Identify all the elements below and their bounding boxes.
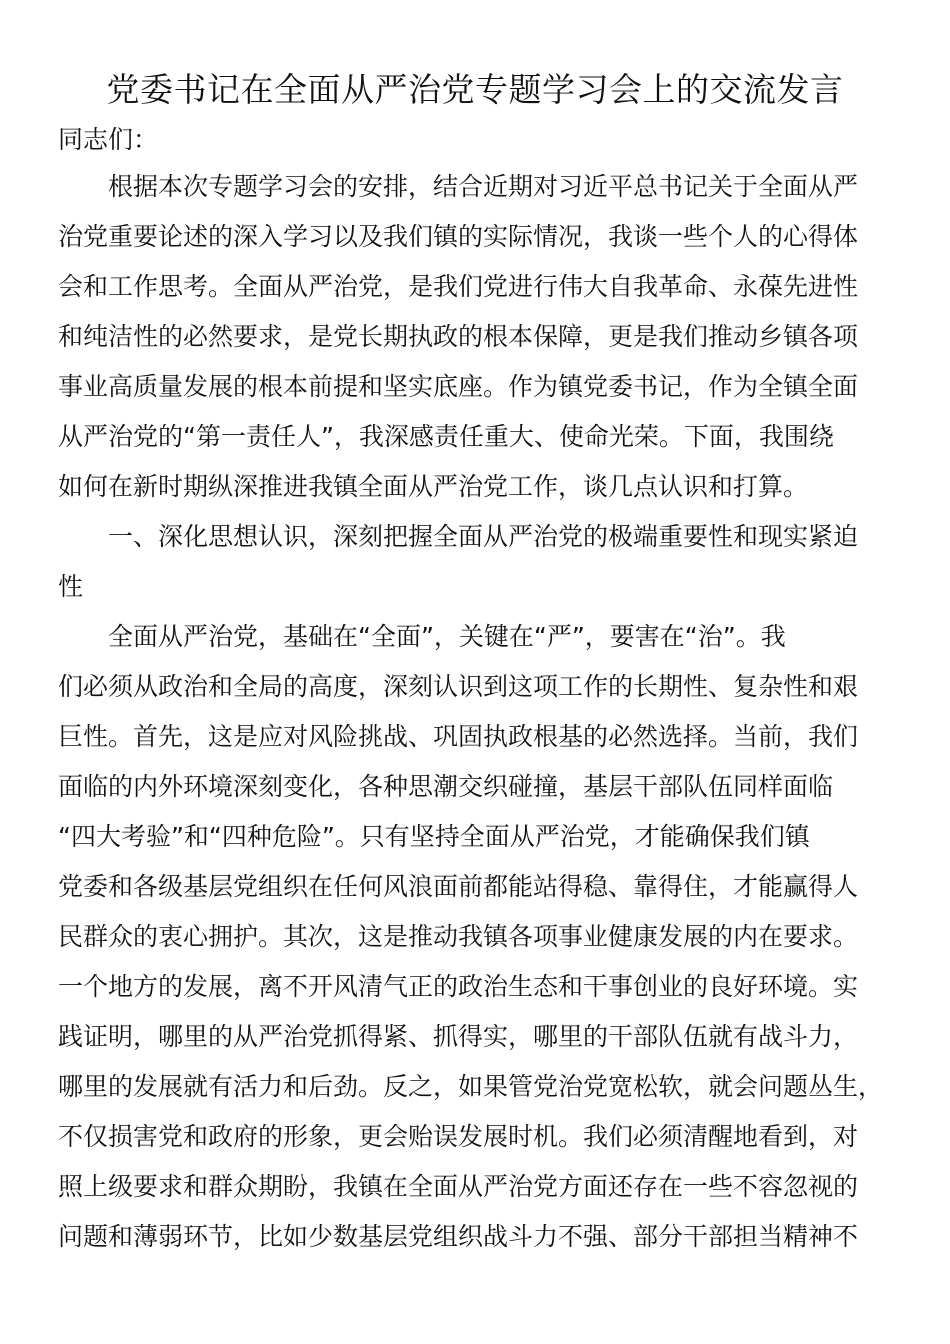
- paragraph-line: 根据本次专题学习会的安排，结合近期对习近平总书记关于全面从严: [58, 172, 859, 201]
- paragraph-line: 全面从严治党，基础在“全面”，关键在“严”，要害在“治”。我: [58, 622, 786, 651]
- paragraph-line: 和纯洁性的必然要求，是党长期执政的根本保障，更是我们推动乡镇各项: [58, 322, 859, 351]
- paragraph-line: “四大考验”和“四种危险”。只有坚持全面从严治党，才能确保我们镇: [58, 822, 810, 851]
- paragraph-line: 问题和薄弱环节，比如少数基层党组织战斗力不强、部分干部担当精神不: [58, 1222, 859, 1251]
- paragraph-line: 会和工作思考。全面从严治党，是我们党进行伟大自我革命、永葆先进性: [58, 272, 859, 301]
- paragraph-line: 践证明，哪里的从严治党抓得紧、抓得实，哪里的干部队伍就有战斗力，: [58, 1022, 859, 1051]
- paragraph-line: 民群众的衷心拥护。其次，这是推动我镇各项事业健康发展的内在要求。: [58, 922, 859, 951]
- paragraph-line: 事业高质量发展的根本前提和坚实底座。作为镇党委书记，作为全镇全面: [58, 372, 859, 401]
- document-title: 党委书记在全面从严治党专题学习会上的交流发言: [106, 70, 844, 109]
- paragraph-line: 党委和各级基层党组织在任何风浪面前都能站得稳、靠得住，才能赢得人: [58, 872, 859, 901]
- paragraph-line: 照上级要求和群众期盼，我镇在全面从严治党方面还存在一些不容忽视的: [58, 1172, 859, 1201]
- section-heading-line: 性: [58, 572, 84, 601]
- paragraph-line: 巨性。首先，这是应对风险挑战、巩固执政根基的必然选择。当前，我们: [58, 722, 859, 751]
- paragraph-line: 一个地方的发展，离不开风清气正的政治生态和干事创业的良好环境。实: [58, 972, 859, 1001]
- paragraph-line: 哪里的发展就有活力和后劲。反之，如果管党治党宽松软，就会问题丛生，: [58, 1072, 884, 1101]
- paragraph-line: 面临的内外环境深刻变化，各种思潮交织碰撞，基层干部队伍同样面临: [58, 772, 834, 801]
- salutation: 同志们：: [58, 125, 159, 154]
- paragraph-line: 治党重要论述的深入学习以及我们镇的实际情况，我谈一些个人的心得体: [58, 222, 859, 251]
- paragraph-line: 不仅损害党和政府的形象，更会贻误发展时机。我们必须清醒地看到，对: [58, 1122, 859, 1151]
- section-heading-line: 一、深化思想认识，深刻把握全面从严治党的极端重要性和现实紧迫: [58, 522, 859, 551]
- paragraph-line: 们必须从政治和全局的高度，深刻认识到这项工作的长期性、复杂性和艰: [58, 672, 859, 701]
- paragraph-line: 从严治党的“第一责任人”，我深感责任重大、使命光荣。下面，我围绕: [58, 422, 834, 451]
- paragraph-line: 如何在新时期纵深推进我镇全面从严治党工作，谈几点认识和打算。: [58, 472, 809, 501]
